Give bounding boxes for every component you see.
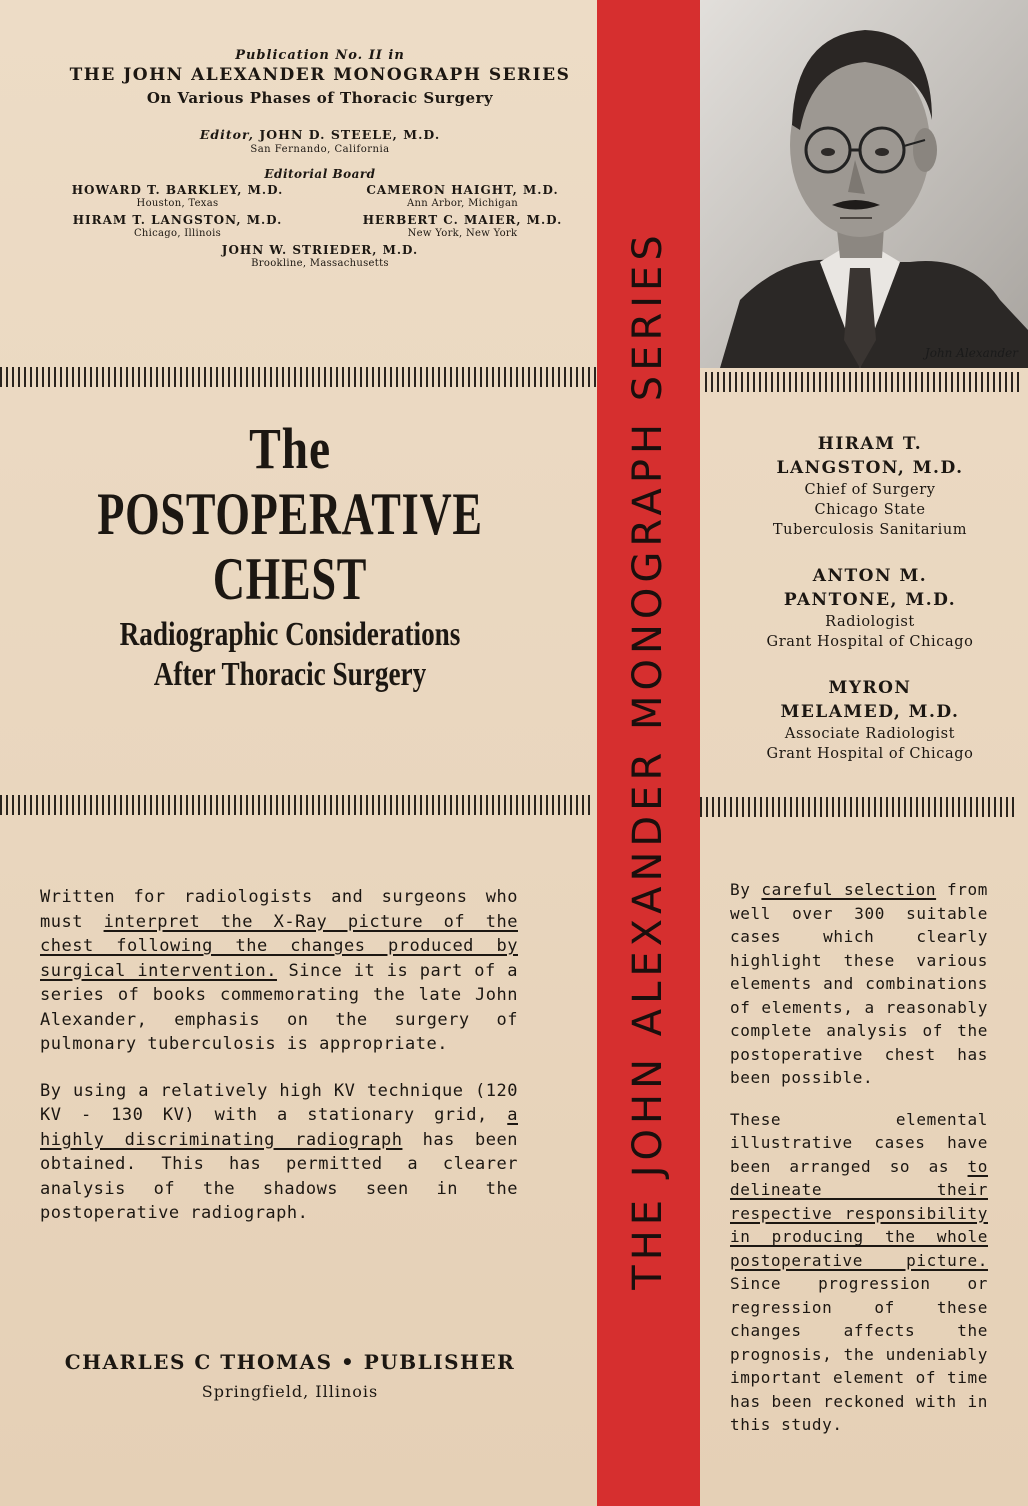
subtitle-line2: After Thoracic Surgery (153, 656, 427, 693)
left-paragraph-1 (40, 885, 518, 1057)
author-role: Grant Hospital of Chicago (766, 634, 974, 650)
author-first-name: HIRAM T. (817, 434, 923, 454)
portrait-photo (700, 0, 1028, 368)
title-postoperative: POSTOPERATIVE (97, 481, 483, 547)
text: Since progression or regression of these changes affects the prognosis, the undeniably important element of time has been reckoned with in this study. (730, 1274, 988, 1434)
board-member-name: JOHN W. STRIEDER, M.D. (221, 243, 419, 257)
text: These elemental illustrative cases have been arranged so as (730, 1109, 988, 1176)
board-member (325, 183, 600, 209)
series-subtitle: On Various Phases of Thoracic Surgery (146, 89, 494, 107)
board-member (40, 213, 315, 239)
text: By using a relatively high KV technique (120 KV - 130 KV) with a stationary grid, (40, 1080, 518, 1125)
portrait-signature: John Alexander (924, 346, 1018, 360)
title-the: The (249, 416, 331, 481)
editor-name: JOHN D. STEELE, M.D. (259, 127, 441, 142)
author-role: Tuberculosis Sanitarium (772, 522, 968, 538)
author-role: Chief of Surgery (804, 482, 936, 498)
board-member (40, 243, 600, 269)
top-left-rule (0, 367, 598, 387)
left-paragraph-2 (40, 1079, 518, 1226)
board-member (40, 183, 315, 209)
publisher-location: Springfield, Illinois (201, 1382, 379, 1401)
underlined-text: to delineate their respective responsibility in producing the whole postoperative picture. (730, 1156, 988, 1270)
author-last-name: LANGSTON, M.D. (776, 458, 964, 478)
right-paragraph-1 (730, 878, 988, 1090)
board-member-location: New York, New York (407, 228, 518, 239)
spine-series-title: THE JOHN ALEXANDER MONOGRAPH SERIES (625, 230, 671, 1290)
editor-prefix: Editor, (199, 127, 254, 142)
text: from well over 300 suitable cases which clearly highlight these various elements and combinations of elements, a reasonably complete analysis of the postoperative chest has been possible. (730, 880, 988, 1087)
text: has been obtained. This has permitted a clearer analysis of the shadows seen in the postoperative radiograph. (40, 1129, 518, 1223)
bottom-left-rule (0, 795, 594, 815)
board-member-location: Brookline, Massachusetts (251, 258, 389, 269)
board-member-location: Chicago, Illinois (133, 228, 222, 239)
text: Written for radiologists and surgeons who must (40, 887, 518, 932)
underlined-text: careful selection (761, 880, 937, 899)
author-last-name: PANTONE, M.D. (783, 590, 957, 610)
series-name: THE JOHN ALEXANDER MONOGRAPH SERIES (69, 65, 571, 85)
title-block (0, 415, 580, 694)
publisher-name: CHARLES C THOMAS • PUBLISHER (64, 1350, 516, 1374)
underlined-text: a highly discriminating radiograph (40, 1105, 518, 1150)
publisher-block (30, 1350, 550, 1401)
publication-number: Publication No. II in (235, 48, 405, 63)
top-right-rule (705, 372, 1023, 392)
left-description (40, 885, 518, 1226)
editorial-board (40, 183, 600, 239)
author-role: Chicago State (814, 502, 926, 518)
author-entry (740, 676, 1000, 764)
editorial-board-heading: Editorial Board (264, 167, 376, 181)
author-first-name: MYRON (828, 678, 912, 698)
right-description (730, 878, 988, 1437)
text: Since it is part of a series of books commemorating the late John Alexander, emphasis on the surgery of pulmonary tuberculosis is appropriate. (40, 960, 518, 1054)
editor-line (40, 127, 600, 142)
board-member (325, 213, 600, 239)
board-member-name: HIRAM T. LANGSTON, M.D. (72, 213, 283, 227)
board-member-location: Ann Arbor, Michigan (407, 198, 518, 209)
author-entry (740, 564, 1000, 652)
board-member-location: Houston, Texas (136, 198, 219, 209)
author-entry (740, 432, 1000, 540)
subtitle-line1: Radiographic Considerations (119, 616, 461, 653)
editor-location: San Fernando, California (250, 144, 390, 155)
author-first-name: ANTON M. (812, 566, 928, 586)
authors-list (740, 432, 1000, 764)
portrait-figure (700, 0, 1028, 368)
title-chest: CHEST (212, 546, 368, 612)
bottom-right-rule (700, 797, 1018, 817)
right-paragraph-2 (730, 1108, 988, 1437)
board-member-name: CAMERON HAIGHT, M.D. (366, 183, 559, 197)
series-header (40, 48, 600, 269)
board-member-name: HERBERT C. MAIER, M.D. (362, 213, 563, 227)
author-role: Grant Hospital of Chicago (766, 746, 974, 762)
author-role: Associate Radiologist (784, 726, 956, 742)
author-last-name: MELAMED, M.D. (780, 702, 960, 722)
board-member-name: HOWARD T. BARKLEY, M.D. (71, 183, 284, 197)
underlined-text: interpret the X-Ray picture of the chest following the changes produced by surgical intervention. (40, 911, 518, 981)
author-role: Radiologist (825, 614, 915, 630)
text: By (730, 880, 762, 899)
